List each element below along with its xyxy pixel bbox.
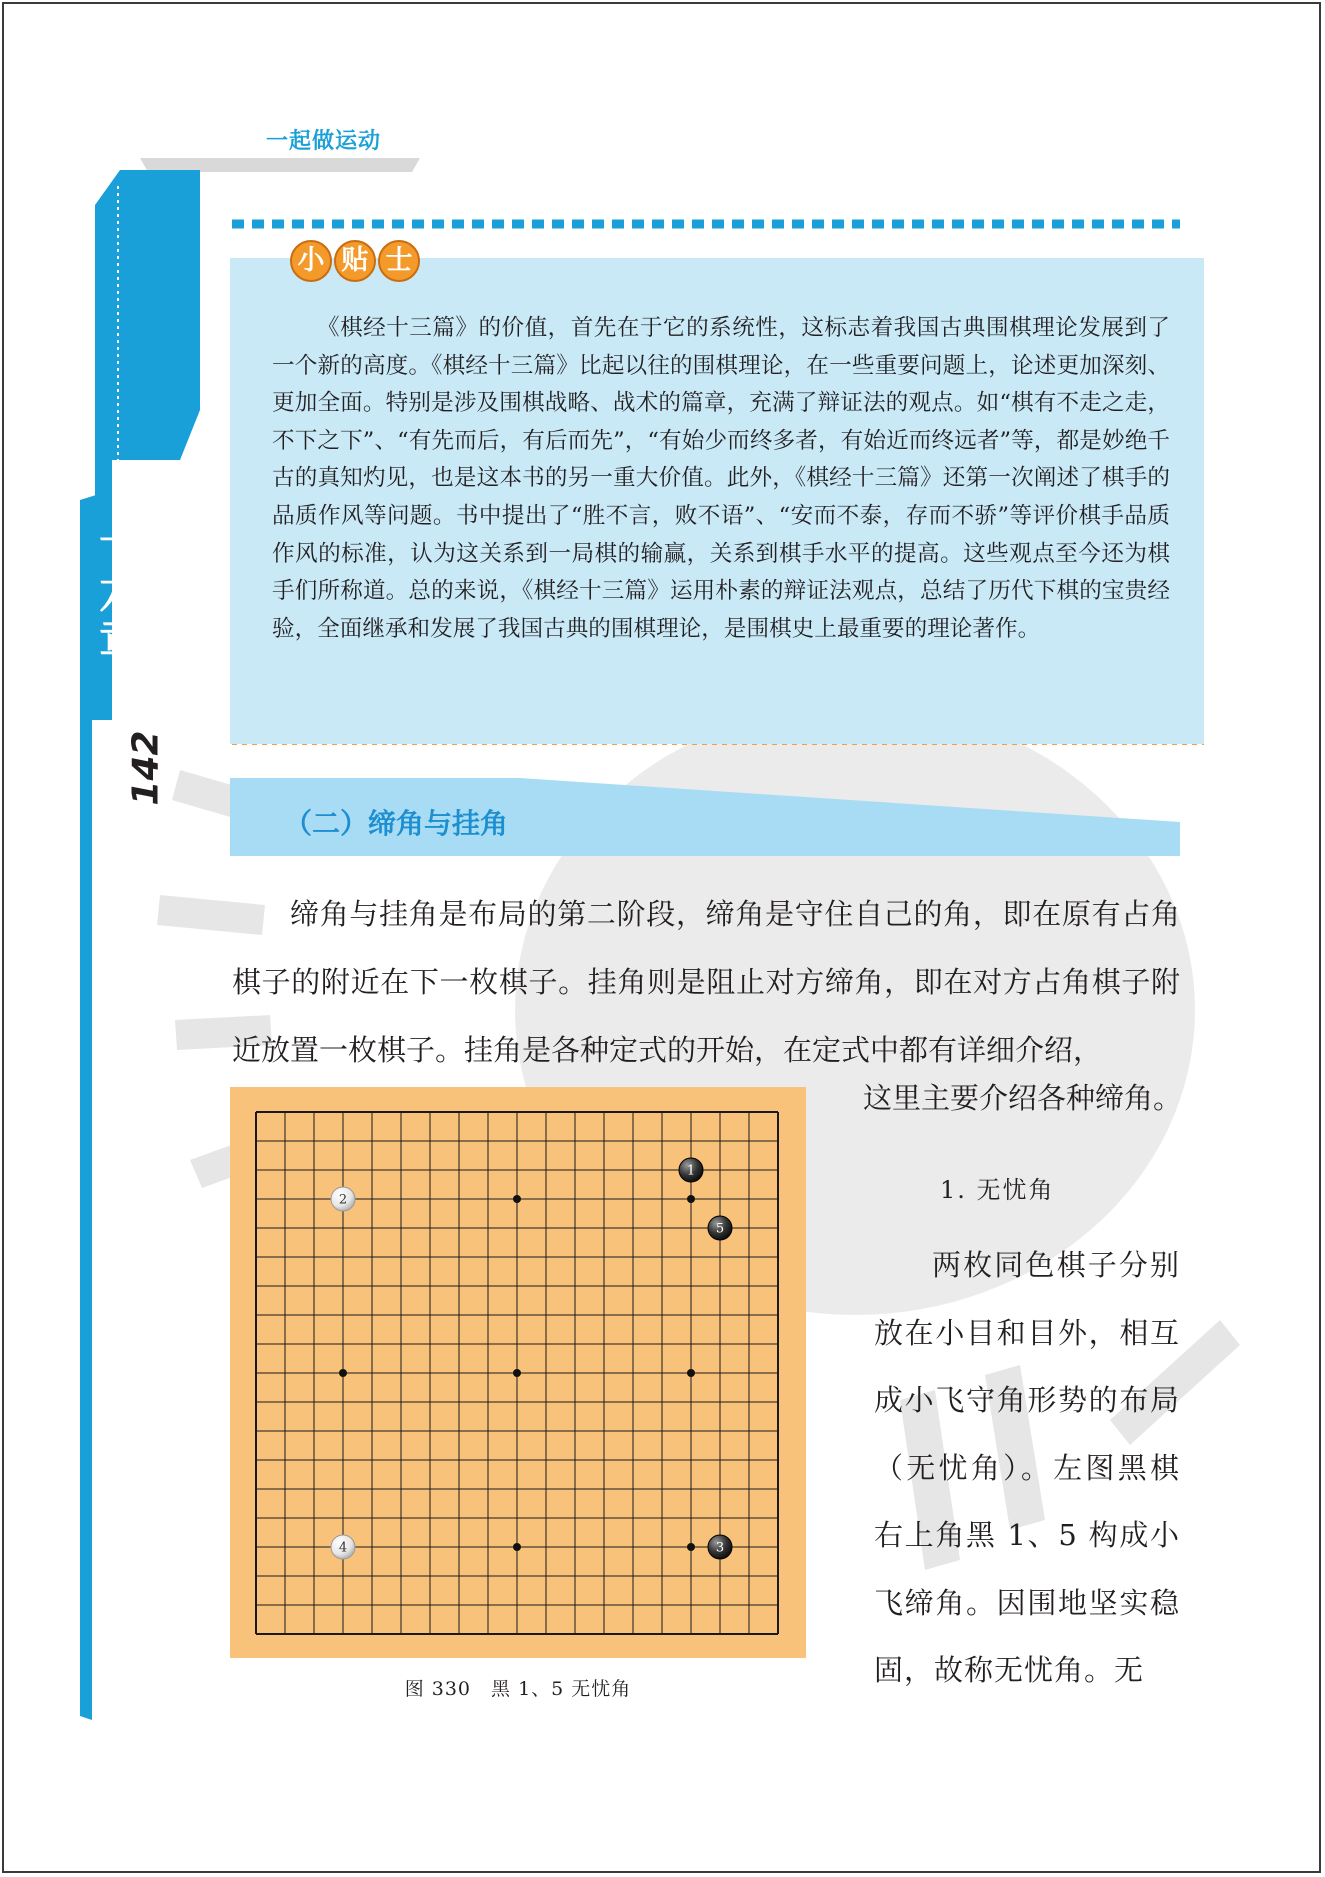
go-board [230, 1087, 806, 1658]
subsection-text [874, 1232, 1180, 1705]
figure-caption: 图 330 黑 1、5 无忧角 [404, 1678, 632, 1700]
tip-title-char: 贴 [334, 240, 376, 282]
section-intro [232, 880, 1180, 1084]
stone-move-number: 5 [715, 1221, 725, 1237]
page-number: 142 [125, 730, 167, 806]
intro-paragraph-end: 这里主要介绍各种缔角。 [862, 1081, 1182, 1115]
star-point [687, 1195, 695, 1203]
chapter-char: 六 [99, 565, 145, 620]
stone-move-number: 2 [338, 1192, 348, 1208]
chapter-char: 十 [99, 517, 145, 571]
subsection-paragraph: 两枚同色棋子分别放在小目和目外，相互成小飞守角形势的布局（无忧角）。左图黑棋右上角黑 1、5 构成小飞缔角。因围地坚实稳固，故称无忧角。无 [874, 1248, 1180, 1687]
star-point [513, 1195, 521, 1203]
star-point [687, 1369, 695, 1377]
book-series-header: 一起做运动 [266, 129, 382, 154]
star-point [687, 1543, 695, 1551]
intro-paragraph: 缔角与挂角是布局的第二阶段，缔角是守住自己的角，即在原有占角棋子的附近在下一枚棋子。挂角则是阻止对方缔角，即在对方占角棋子附近放置一枚棋子。挂角是各种定式的开始，在定式中都有详细介绍， [232, 897, 1180, 1067]
chapter-char: 章 [99, 613, 145, 668]
stone-move-number: 3 [715, 1540, 725, 1556]
go-board-figure [230, 1087, 806, 1662]
tip-title-char: 士 [378, 240, 420, 282]
star-point [339, 1369, 347, 1377]
subsection-title: 1. 无忧角 [940, 1176, 1055, 1204]
tip-title [290, 240, 420, 284]
stone-move-number: 4 [338, 1540, 348, 1556]
star-point [513, 1369, 521, 1377]
tip-paragraph: 《棋经十三篇》的价值，首先在于它的系统性，这标志着我国古典围棋理论发展到了一个新的高度。《棋经十三篇》比起以往的围棋理论，在一些重要问题上，论述更加深刻、更加全面。特别是涉及围棋战略、战术的篇章，充满了辩证法的观点。如“棋有不走之走，不下之下”、“有先而后，有后而先”，“有始少而终多者，有始近而终远者”等，都是妙绝千古的真知灼见，也是这本书的另一重大价值。此外，《棋经十三篇》还第一次阐述了棋手的品质作风等问题。书中提出了“胜不言，败不语”、“安而不泰，存而不骄”等评价棋手品质作风的标准，认为这关系到一局棋的输赢，关系到棋手水平的提高。这些观点至今还为棋手们所称道。总的来说，《棋经十三篇》运用朴素的辩证法观点，总结了历代下棋的宝贵经验，全面继承和发展了我国古典的围棋理论，是围棋史上最重要的理论著作。 [272, 315, 1170, 642]
chapter-label [96, 517, 148, 668]
stone-move-number: 1 [686, 1163, 696, 1179]
star-point [513, 1543, 521, 1551]
section-title: （二）缔角与挂角 [284, 807, 509, 840]
tip-title-char: 小 [290, 240, 332, 282]
tip-text [272, 310, 1170, 648]
